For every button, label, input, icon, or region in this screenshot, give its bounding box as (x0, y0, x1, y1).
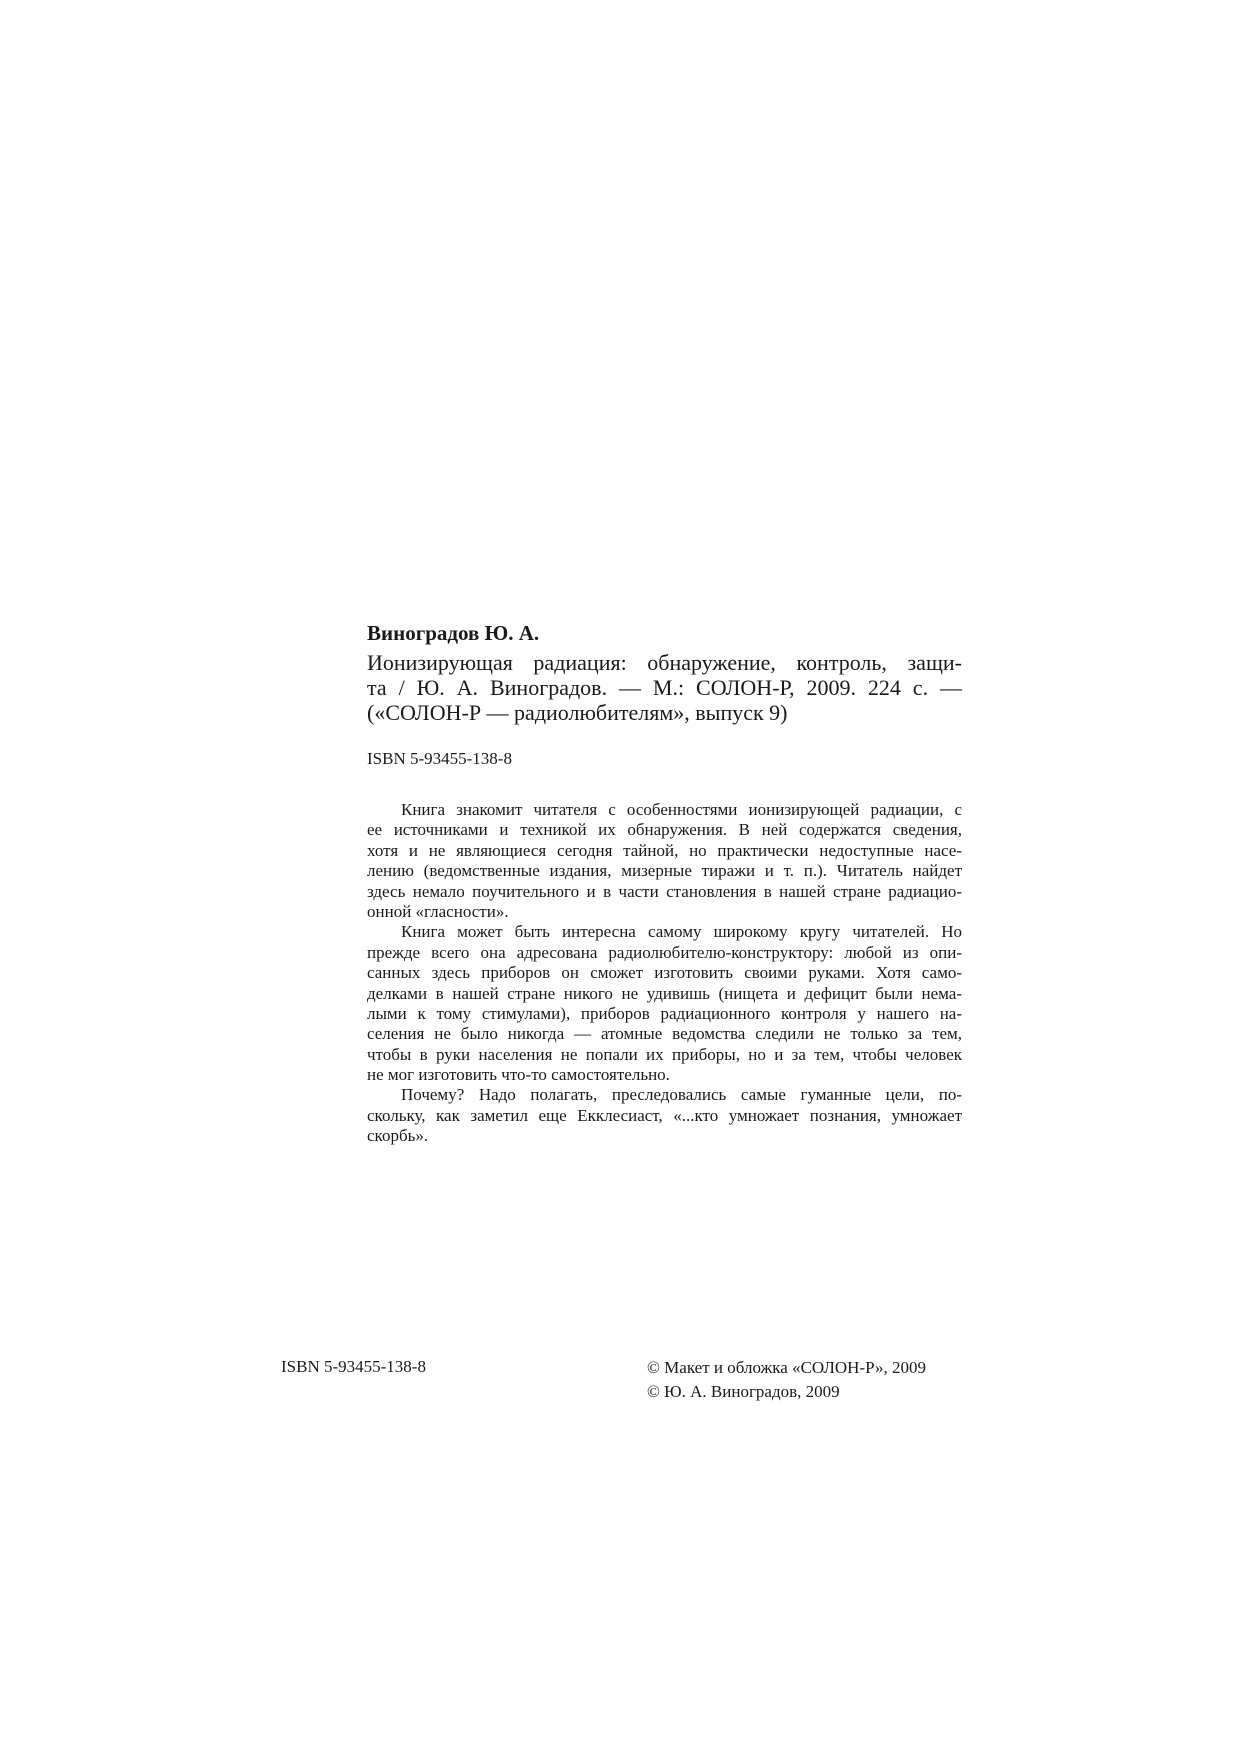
bibliographic-entry (367, 650, 962, 725)
isbn-top: ISBN 5-93455-138-8 (367, 749, 512, 768)
isbn-bottom: ISBN 5-93455-138-8 (281, 1357, 426, 1376)
abstract-line: лению (ведомственные издания, мизерные тиражи и т. п.). Читатель найдет (367, 861, 962, 881)
abstract-line: не мог изготовить что-то самостоятельно. (367, 1065, 670, 1085)
abstract-line: лыми к тому стимулами), приборов радиационного контроля у нашего на- (367, 1003, 962, 1023)
abstract-line: Книга знакомит читателя с особенностями ионизирующей радиации, с (401, 800, 962, 819)
abstract (367, 800, 962, 1147)
bibliographic-line: Ионизирующая радиация: обнаружение, контроль, защи- (367, 650, 962, 675)
abstract-line: чтобы в руки населения не попали их приборы, но и за тем, чтобы человек (367, 1044, 962, 1064)
abstract-line: онной «гласности». (367, 901, 509, 921)
abstract-line: скорбь». (367, 1126, 429, 1146)
abstract-line: Почему? Надо полагать, преследовались самые гуманные цели, по- (401, 1085, 962, 1105)
copyright-line: © Макет и обложка «СОЛОН-Р», 2009 (647, 1358, 926, 1377)
abstract-line: ее источниками и техникой их обнаружения. В ней содержатся сведения, (367, 820, 962, 840)
abstract-line: санных здесь приборов он сможет изготовить своими руками. Хотя само- (367, 963, 962, 983)
abstract-line: прежде всего она адресована радиолюбителю-конструктору: любой из опи- (367, 942, 962, 962)
bibliographic-line: та / Ю. А. Виноградов. — М.: СОЛОН-Р, 2009. 224 с. — (367, 675, 962, 700)
abstract-line: здесь немало поучительного и в части становления в нашей стране радиацио- (367, 881, 962, 901)
copyright-line: © Ю. А. Виноградов, 2009 (647, 1382, 840, 1401)
abstract-line: хотя и не являющиеся сегодня тайной, но практически недоступные насе- (367, 840, 962, 860)
abstract-line: скольку, как заметил еще Екклесиаст, «...кто умножает познания, умножает (367, 1105, 962, 1125)
bibliographic-line: («СОЛОН-Р — радиолюбителям», выпуск 9) (367, 700, 788, 725)
abstract-line: делками в нашей стране никого не удивишь (нищета и дефицит были нема- (367, 983, 962, 1003)
copyright-block (647, 1356, 926, 1404)
author-heading: Виноградов Ю. А. (367, 621, 540, 645)
abstract-line: селения не было никогда — атомные ведомства следили не только за тем, (367, 1024, 962, 1044)
abstract-line: Книга может быть интересна самому широкому кругу читателей. Но (401, 922, 962, 942)
